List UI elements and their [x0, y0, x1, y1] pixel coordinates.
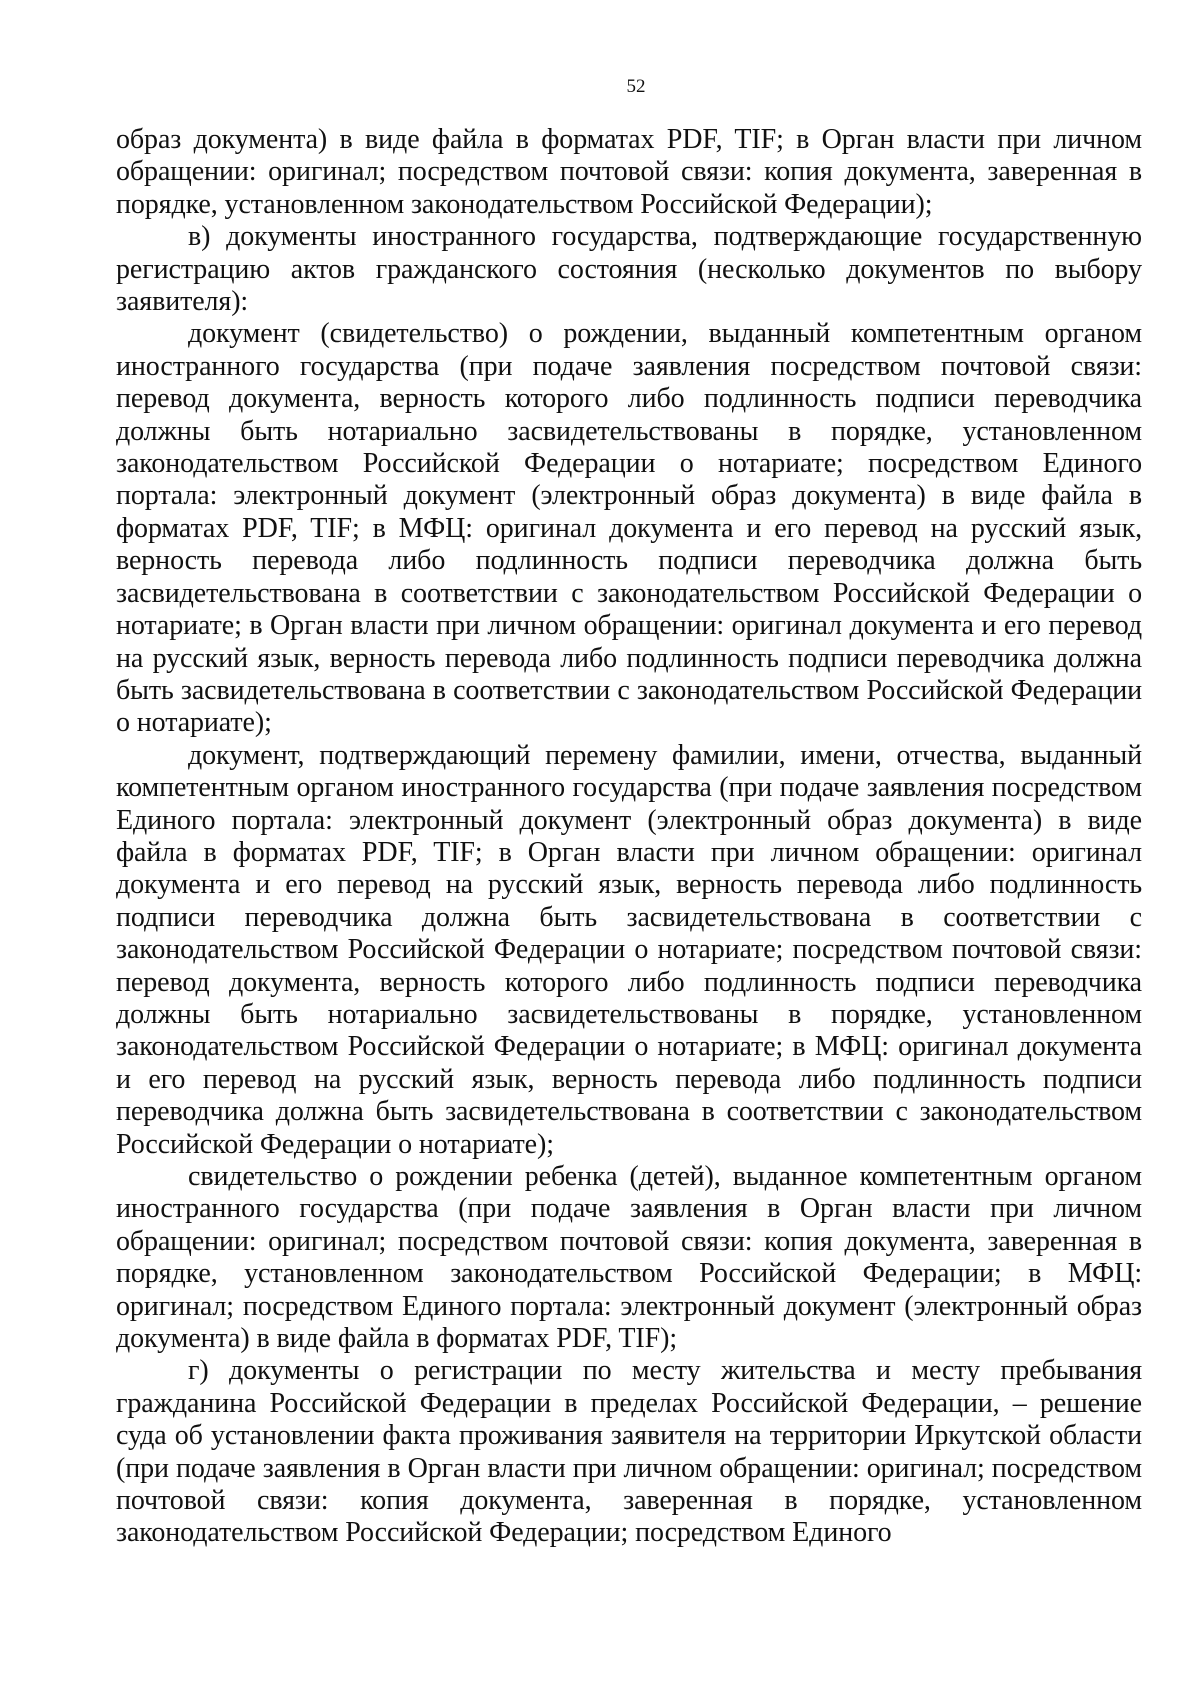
paragraph-item-v: в) документы иностранного государства, подтверждающие государственную регистрацию актов гражданского состояния (несколько документов по выбору заявителя): [116, 221, 1142, 318]
paragraph-child-birth-certificate: свидетельство о рождении ребенка (детей), выданное компетентным органом иностранного государства (при подаче заявления в Орган власти при личном обращении: оригинал; посредством почтовой связи: копия документа, заверенная в порядке, установленном законодательством Российской Федерации; в МФЦ: оригинал; посредством Единого портала: электронный документ (электронный образ документа) в виде файла в форматах PDF, TIF); [116, 1161, 1142, 1355]
paragraph-item-g: г) документы о регистрации по месту жительства и месту пребывания гражданина Российской Федерации в пределах Российской Федерации, – решение суда об установлении факта проживания заявителя на территории Иркутской области (при подаче заявления в Орган власти при личном обращении: оригинал; посредством почтовой связи: копия документа, заверенная в порядке, установленном законодательством Российской Федерации; посредством Единого [116, 1355, 1142, 1549]
page-number: 52 [626, 76, 646, 97]
paragraph-birth-document: документ (свидетельство) о рождении, выданный компетентным органом иностранного государства (при подаче заявления посредством почтовой связи: перевод документа, верность которого либо подлинность подписи переводчика должны быть нотариально засвидетельствованы в порядке, установленном законодательством Российской Федерации о нотариате; посредством Единого портала: электронный документ (электронный образ документа) в виде файла в форматах PDF, TIF; в МФЦ: оригинал документа и его перевод на русский язык, верность перевода либо подлинность подписи переводчика должна быть засвидетельствована в соответствии с законодательством Российской Федерации о нотариате; в Орган власти при личном обращении: оригинал документа и его перевод на русский язык, верность перевода либо подлинность подписи переводчика должна быть засвидетельствована в соответствии с законодательством Российской Федерации о нотариате); [116, 318, 1142, 739]
document-body [116, 124, 1142, 1550]
paragraph-name-change-document: документ, подтверждающий перемену фамилии, имени, отчества, выданный компетентным органом иностранного государства (при подаче заявления посредством Единого портала: электронный документ (электронный образ документа) в виде файла в форматах PDF, TIF; в Орган власти при личном обращении: оригинал документа и его перевод на русский язык, верность перевода либо подлинность подписи переводчика должна быть засвидетельствована в соответствии с законодательством Российской Федерации о нотариате; посредством почтовой связи: перевод документа, верность которого либо подлинность подписи переводчика должны быть нотариально засвидетельствованы в порядке, установленном законодательством Российской Федерации о нотариате; в МФЦ: оригинал документа и его перевод на русский язык, верность перевода либо подлинность подписи переводчика должна быть засвидетельствована в соответствии с законодательством Российской Федерации о нотариате); [116, 739, 1142, 1160]
paragraph-continuation: образ документа) в виде файла в форматах PDF, TIF; в Орган власти при личном обращении: оригинал; посредством почтовой связи: копия документа, заверенная в порядке, установленном законодательством Российской Федерации); [116, 124, 1142, 220]
